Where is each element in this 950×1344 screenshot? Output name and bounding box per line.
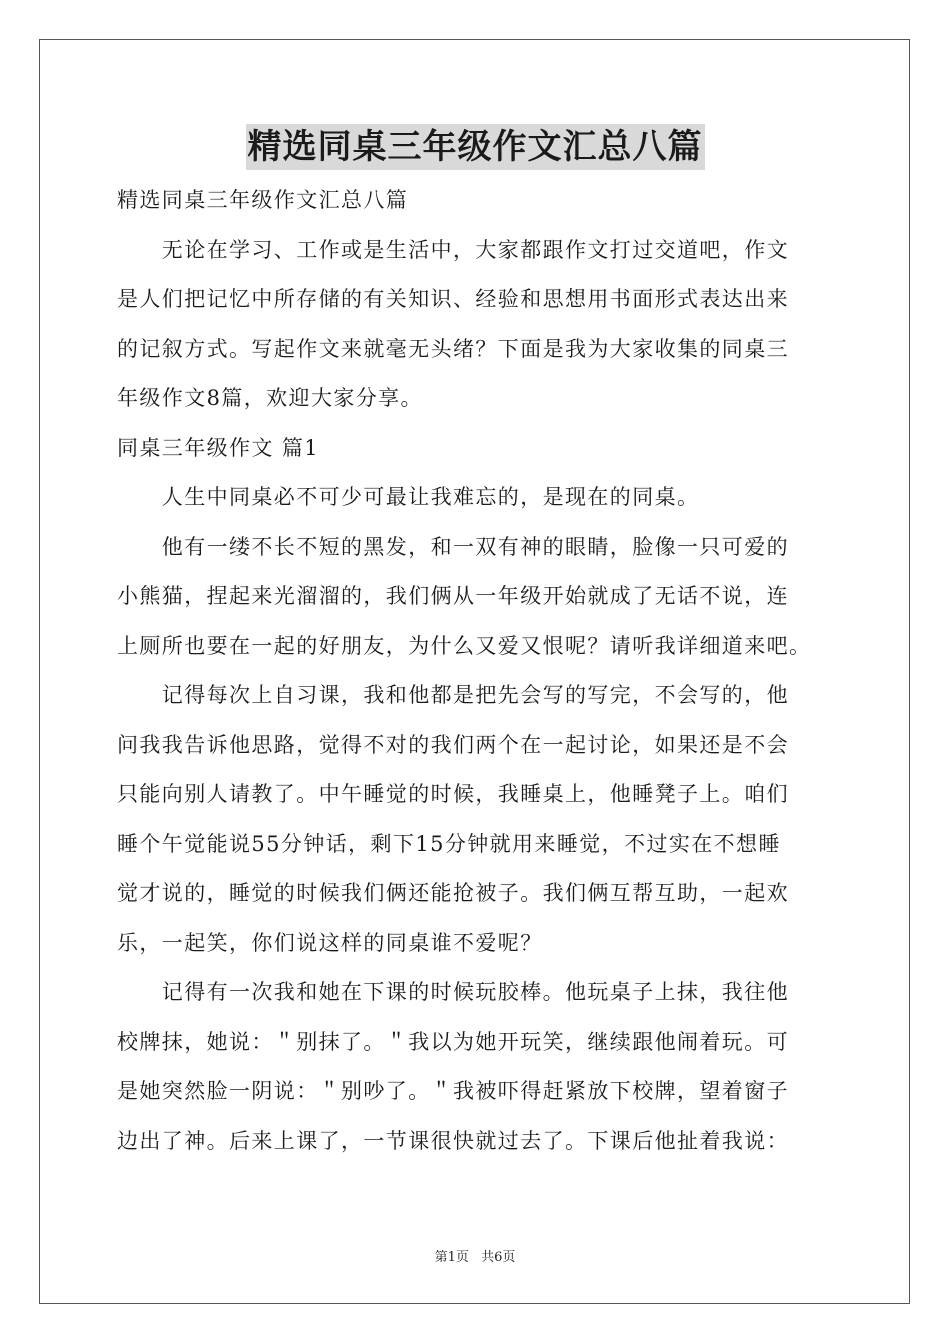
text-line: 睡个午觉能说55分钟话，剩下15分钟就用来睡觉，不过实在不想睡 — [117, 831, 781, 856]
document-body — [117, 176, 837, 1166]
page-number-total: 共6页 — [481, 1250, 516, 1265]
text-line: 校牌抹，她说：＂别抹了。＂我以为她开玩笑，继续跟他闹着玩。可 — [117, 1029, 789, 1054]
text-line: 觉才说的，睡觉的时候我们俩还能抢被子。我们俩互帮互助，一起欢 — [117, 881, 789, 905]
section-heading: 同桌三年级作文 篇1 — [117, 435, 320, 460]
page-number-current: 第1页 — [434, 1250, 469, 1265]
text-line: 他有一缕不长不短的黑发，和一双有神的眼睛，脸像一只可爱的 — [117, 534, 789, 559]
document-title-text: 精选同桌三年级作文汇总八篇 — [246, 124, 705, 170]
text-line: 年级作文8篇，欢迎大家分享。 — [117, 386, 423, 410]
text-line: 小熊猫，捏起来光溜溜的，我们俩从一年级开始就成了无话不说，连 — [117, 584, 789, 608]
text-line: 边出了神。后来上课了，一节课很快就过去了。下课后他扯着我说： — [117, 1128, 789, 1153]
text-line: 只能向别人请教了。中午睡觉的时候，我睡桌上，他睡凳子上。咱们 — [117, 782, 789, 806]
text-line: 的记叙方式。写起作文来就毫无头绪？下面是我为大家收集的同桌三 — [117, 336, 789, 361]
page-footer — [0, 1246, 950, 1265]
text-line: 上厕所也要在一起的好朋友，为什么又爱又恨呢？请听我详细道来吧。 — [117, 633, 812, 658]
text-line: 乐，一起笑，你们说这样的同桌谁不爱呢？ — [117, 930, 543, 955]
document-title — [0, 124, 950, 170]
text-line: 是她突然脸一阴说：＂别吵了。＂我被吓得赶紧放下校牌，望着窗子 — [117, 1079, 789, 1103]
text-line: 人生中同桌必不可少可最让我难忘的，是现在的同桌。 — [117, 485, 700, 509]
text-line: 记得有一次我和她在下课的时候玩胶棒。他玩桌子上抹，我往他 — [117, 980, 789, 1004]
text-line: 记得每次上自习课，我和他都是把先会写的写完，不会写的，他 — [117, 683, 789, 707]
subtitle-line: 精选同桌三年级作文汇总八篇 — [117, 188, 409, 212]
text-line: 无论在学习、工作或是生活中，大家都跟作文打过交道吧，作文 — [117, 237, 789, 262]
text-line: 是人们把记忆中所存储的有关知识、经验和思想用书面形式表达出来 — [117, 287, 789, 311]
text-line: 问我我告诉他思路，觉得不对的我们两个在一起讨论，如果还是不会 — [117, 732, 789, 757]
